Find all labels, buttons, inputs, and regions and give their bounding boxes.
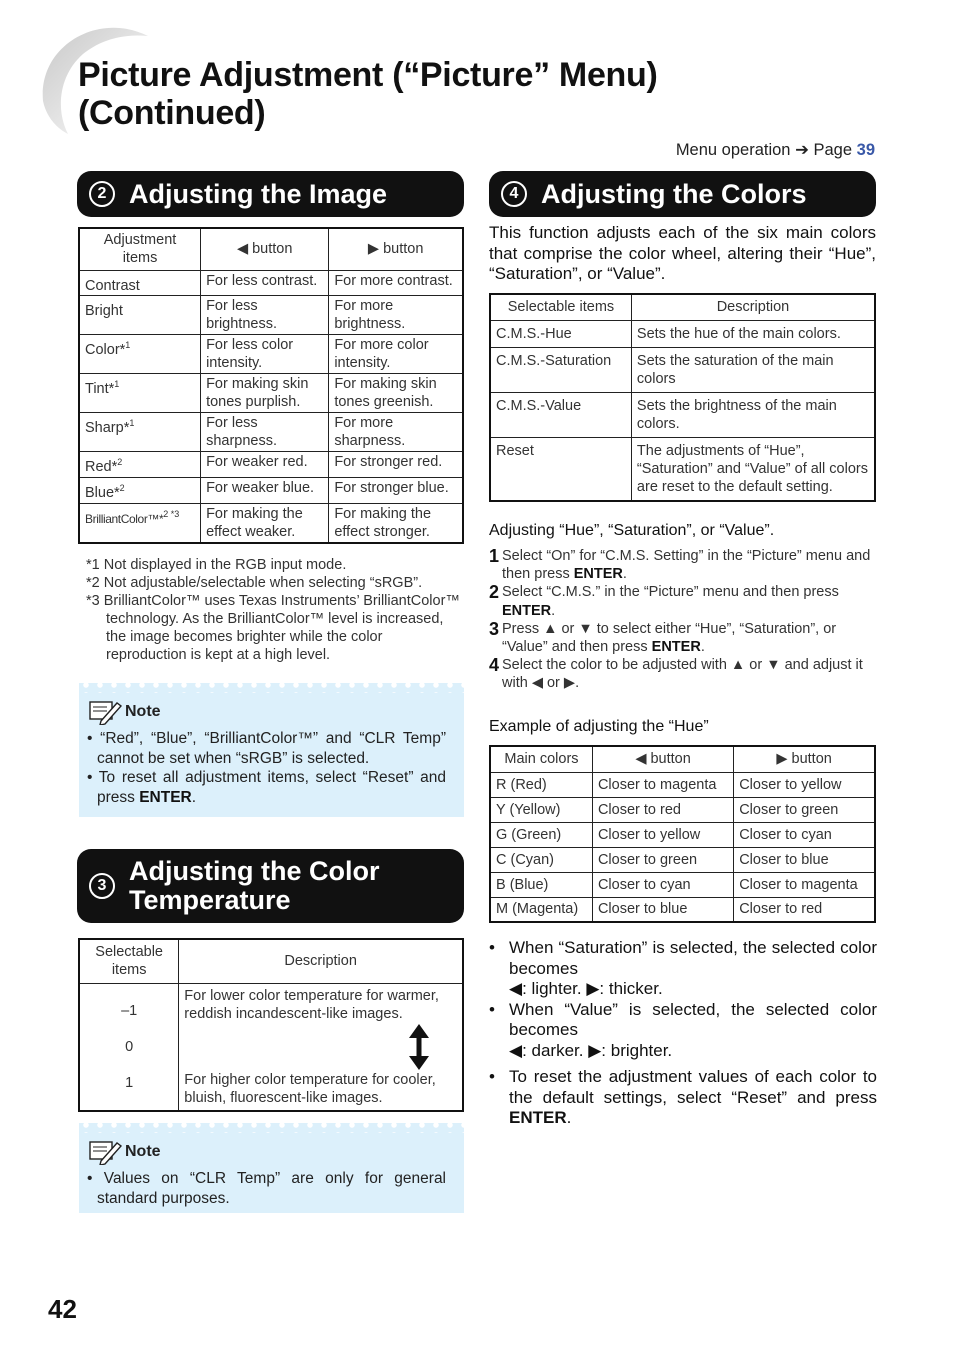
temp-value: –1	[121, 1002, 138, 1019]
left-button-effect: For less brightness.	[201, 296, 329, 335]
table-header: ◀ button	[201, 228, 329, 270]
example-label: Example of adjusting the “Hue”	[489, 718, 709, 735]
footnote: *1 Not displayed in the RGB input mode.	[86, 557, 347, 573]
up-down-arrow-icon	[409, 1024, 429, 1070]
table-row	[79, 452, 463, 478]
table-row	[490, 392, 875, 437]
step-number: 2	[489, 582, 500, 603]
step-item: 4 Select the color to be adjusted with ▲ or ▼ and adjust it with ◀ or ▶.	[489, 655, 863, 692]
cms-description: Sets the saturation of the main colors	[631, 347, 875, 392]
adjustment-item: Contrast	[79, 270, 201, 296]
hue-color-cell: B (Blue)	[490, 872, 592, 897]
table-header: ▶ button	[329, 228, 463, 270]
hue-left-cell: Closer to blue	[592, 897, 733, 922]
adjustment-item: Bright	[79, 296, 201, 335]
hue-color-cell: R (Red)	[490, 772, 592, 797]
circled-number: 2	[89, 181, 115, 207]
hue-example-table	[489, 745, 876, 923]
hue-color-cell: C (Cyan)	[490, 847, 592, 872]
cms-table	[489, 293, 876, 502]
table-row	[79, 413, 463, 452]
step-item: 3 Press ▲ or ▼ to select either “Hue”, “Saturation”, or “Value” and then press ENTER.	[489, 618, 837, 656]
table-header: ▶ button	[734, 746, 875, 772]
note-item: • To reset all adjustment items, select “Reset” and press ENTER.	[87, 769, 446, 806]
table-header: Selectable items	[79, 939, 179, 983]
colors-intro: This function adjusts each of the six main colors that comprise the color wheel, altering their “Hue”, “Saturation”, or “Value”.	[489, 223, 876, 283]
adjustment-item: Tint*$^1$	[79, 374, 201, 413]
table-row	[490, 320, 875, 347]
table-row	[490, 872, 875, 897]
footnote: *3 BrilliantColor™ uses Texas Instruments’ BrilliantColor™ technology. As the BrilliantColor™ level is increased, the image becomes brighter while the color reproduction is kept at a high level.	[86, 593, 460, 663]
note-item: • “Red”, “Blue”, “BrilliantColor™” and “CLR Temp” cannot be set when “sRGB” is selected.	[87, 730, 446, 767]
right-button-effect: For more color intensity.	[329, 335, 463, 374]
table-row	[79, 478, 463, 504]
page-title: Picture Adjustment (“Picture” Menu) (Continued)	[78, 56, 658, 132]
table-row	[490, 897, 875, 922]
cms-description: Sets the hue of the main colors.	[631, 320, 875, 347]
bullet-item: • When “Value” is selected, the selected color becomes ◀: darker. ▶: brighter.	[489, 999, 877, 1060]
right-button-effect: For more contrast.	[329, 270, 463, 296]
bullet-item: • To reset the adjustment values of each color to the default settings, select “Reset” and press ENTER.	[489, 1067, 877, 1127]
table-row	[79, 296, 463, 335]
circled-number: 3	[89, 873, 115, 899]
table-row	[490, 797, 875, 822]
hue-color-cell: M (Magenta)	[490, 897, 592, 922]
step-number: 4	[489, 655, 500, 676]
hue-left-cell: Closer to cyan	[592, 872, 733, 897]
color-temp-table	[78, 938, 464, 1112]
table-header: Description	[631, 294, 875, 320]
left-button-effect: For making the effect weaker.	[201, 503, 329, 543]
cms-item: Reset	[490, 437, 631, 501]
right-button-effect: For more sharpness.	[329, 413, 463, 452]
left-button-effect: For less contrast.	[201, 270, 329, 296]
right-button-effect: For making skin tones greenish.	[329, 374, 463, 413]
pencil-note-icon	[87, 699, 123, 725]
cms-item: C.M.S.-Value	[490, 392, 631, 437]
table-row	[490, 847, 875, 872]
table-header: Description	[179, 939, 463, 983]
hue-color-cell: Y (Yellow)	[490, 797, 592, 822]
table-header: Adjustment items	[79, 228, 201, 270]
temp-value: 1	[125, 1074, 134, 1091]
section-heading-adjusting-image: 2 Adjusting the Image	[77, 171, 464, 217]
temp-description-cell: For lower color temperature for warmer, reddish incandescent-like images. For higher color temperature for cooler, bluish, fluorescent-like images.	[179, 983, 463, 1111]
adjustment-table	[78, 227, 464, 544]
hue-right-cell: Closer to blue	[734, 847, 875, 872]
right-button-effect: For stronger blue.	[329, 478, 463, 504]
hue-right-cell: Closer to magenta	[734, 872, 875, 897]
pencil-note-icon	[87, 1139, 123, 1165]
adjustment-item: BrilliantColor™*$^{2 *3}$	[79, 503, 201, 543]
page-number: 42	[48, 1294, 77, 1324]
cms-description: Sets the brightness of the main colors.	[631, 392, 875, 437]
adjustment-item: Sharp*$^1$	[79, 413, 201, 452]
temp-values-cell	[79, 983, 179, 1111]
hue-left-cell: Closer to green	[592, 847, 733, 872]
footnote: *2 Not adjustable/selectable when selecting “sRGB”.	[86, 575, 423, 591]
table-header: Selectable items	[490, 294, 631, 320]
adjustment-item: Color*$^1$	[79, 335, 201, 374]
table-row	[490, 347, 875, 392]
left-button-effect: For less color intensity.	[201, 335, 329, 374]
note-heading: Note	[87, 1139, 464, 1165]
hue-left-cell: Closer to yellow	[592, 822, 733, 847]
menu-operation-reference: Menu operation ➔ Page 39	[675, 141, 875, 159]
table-row	[490, 772, 875, 797]
right-button-effect: For stronger red.	[329, 452, 463, 478]
table-row	[79, 335, 463, 374]
table-row	[490, 437, 875, 501]
table-row	[79, 270, 463, 296]
note-box	[79, 1123, 464, 1213]
cms-description: The adjustments of “Hue”, “Saturation” and “Value” of all colors are reset to the default setting.	[631, 437, 875, 501]
hue-right-cell: Closer to cyan	[734, 822, 875, 847]
note-item: • Values on “CLR Temp” are only for general standard purposes.	[87, 1170, 447, 1207]
step-item: 1 Select “On” for “C.M.S. Setting” in the “Picture” menu and then press ENTER.	[489, 546, 871, 583]
table-row	[79, 374, 463, 413]
adjust-instructions-label: Adjusting “Hue”, “Saturation”, or “Value”.	[489, 522, 775, 539]
page-link[interactable]: 39	[856, 141, 875, 159]
left-button-effect: For making skin tones purplish.	[201, 374, 329, 413]
table-row	[79, 503, 463, 543]
adjustment-item: Blue*$^2$	[79, 478, 201, 504]
hue-right-cell: Closer to green	[734, 797, 875, 822]
cms-item: C.M.S.-Hue	[490, 320, 631, 347]
table-header: ◀ button	[592, 746, 733, 772]
colors-bullets	[489, 938, 877, 1129]
step-number: 3	[489, 618, 500, 639]
hue-color-cell: G (Green)	[490, 822, 592, 847]
note-heading: Note	[87, 699, 464, 725]
hue-left-cell: Closer to magenta	[592, 772, 733, 797]
footnotes	[86, 556, 466, 664]
arrow-right-icon: ➔	[795, 141, 809, 159]
left-button-effect: For weaker blue.	[201, 478, 329, 504]
hue-left-cell: Closer to red	[592, 797, 733, 822]
right-button-effect: For more brightness.	[329, 296, 463, 335]
left-button-effect: For less sharpness.	[201, 413, 329, 452]
left-button-effect: For weaker red.	[201, 452, 329, 478]
section-heading-adjusting-colors: 4 Adjusting the Colors	[489, 171, 876, 217]
step-item: 2 Select “C.M.S.” in the “Picture” menu and then press ENTER.	[489, 582, 839, 619]
right-button-effect: For making the effect stronger.	[329, 503, 463, 543]
hue-right-cell: Closer to yellow	[734, 772, 875, 797]
circled-number: 4	[501, 181, 527, 207]
step-number: 1	[489, 546, 500, 566]
table-row	[490, 822, 875, 847]
bullet-item: • When “Saturation” is selected, the selected color becomes ◀: lighter. ▶: thicker.	[489, 938, 877, 998]
adjustment-item: Red*$^2$	[79, 452, 201, 478]
cms-item: C.M.S.-Saturation	[490, 347, 631, 392]
section-heading-color-temperature: 3 Adjusting the Color Temperature	[77, 849, 464, 923]
steps-list	[489, 547, 879, 693]
table-header: Main colors	[490, 746, 592, 772]
hue-right-cell: Closer to red	[734, 897, 875, 922]
note-box	[79, 683, 464, 817]
temp-value: 0	[125, 1038, 134, 1055]
